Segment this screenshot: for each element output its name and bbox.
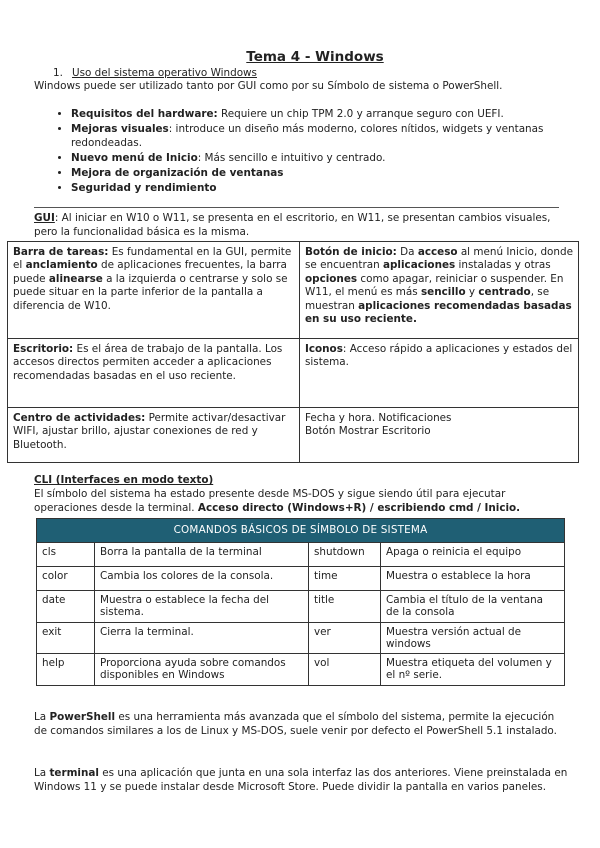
- gui-label: GUI: [34, 212, 55, 224]
- list-item: • Mejoras visuales: introduce un diseño más moderno, colores nítidos, widgets y ventanas redondeadas.: [71, 123, 571, 150]
- list-item: • Requisitos del hardware: Requiere un chip TPM 2.0 y arranque seguro con UEFI.: [71, 108, 571, 122]
- table-row: date Muestra o establece la fecha del sistema. title Cambia el título de la ventana de la consola: [37, 591, 565, 623]
- table-row: help Proporciona ayuda sobre comandos disponibles en Windows vol Muestra etiqueta del volumen y el nº serie.: [37, 654, 565, 686]
- list-item: • Nuevo menú de Inicio: Más sencillo e intuitivo y centrado.: [71, 152, 571, 166]
- terminal-paragraph: La terminal es una aplicación que junta en una sola interfaz las dos anteriores. Viene preinstalada en Windows 11 y se puede instalar desde Microsoft Store. Puede dividir la pantalla en varios paneles.: [34, 767, 568, 793]
- intro-paragraph: Windows puede ser utilizado tanto por GUI como por su Símbolo de sistema o PowerShell.: [34, 80, 503, 92]
- section-number: 1.: [53, 67, 63, 79]
- gui-table: [7, 241, 579, 463]
- page-title: Tema 4 - Windows: [246, 49, 384, 65]
- table-cell-icons: Iconos: Acceso rápido a aplicaciones y estados del sistema.: [300, 339, 579, 408]
- cli-paragraph: El símbolo del sistema ha estado presente desde MS-DOS y sigue siendo útil para ejecutar operaciones desde la terminal. Acceso directo (Windows+R) / escribiendo cmd / Inicio.: [34, 488, 521, 514]
- gui-paragraph: GUI: Al iniciar en W10 o W11, se presenta en el escritorio, en W11, se presentan cambios visuales, pero la funcionalidad básica es la misma.: [34, 212, 551, 238]
- table-cell-datetime: Fecha y hora. Notificaciones Botón Mostrar Escritorio: [300, 408, 579, 463]
- table-row: cls Borra la pantalla de la terminal shutdown Apaga o reinicia el equipo: [37, 543, 565, 567]
- section-heading: [53, 67, 257, 79]
- table-cell-action-center: Centro de actividades: Permite activar/desactivar WIFI, ajustar brillo, ajustar conexiones de red y Bluetooth.: [8, 408, 300, 463]
- table-row: exit Cierra la terminal. ver Muestra versión actual de windows: [37, 622, 565, 654]
- table-row: color Cambia los colores de la consola. time Muestra o establece la hora: [37, 567, 565, 591]
- table-header: COMANDOS BÁSICOS DE SÍMBOLO DE SISTEMA: [37, 519, 565, 543]
- divider: [34, 207, 559, 208]
- commands-table: [36, 518, 565, 686]
- cli-heading: CLI (Interfaces en modo texto): [34, 474, 214, 486]
- section-title: Uso del sistema operativo Windows: [72, 67, 257, 79]
- feature-list: [47, 108, 571, 197]
- list-item: • Mejora de organización de ventanas: [71, 167, 571, 181]
- table-cell-taskbar: Barra de tareas: Es fundamental en la GUI, permite el anclamiento de aplicaciones frecuentes, la barra puede alinearse a la izquierda o centrarse y solo se puede situar en la parte inferior de la pantalla a diferencia de W10.: [8, 242, 300, 339]
- table-cell-start-button: Botón de inicio: Da acceso al menú Inicio, donde se encuentran aplicaciones instaladas y otras opciones como apagar, reiniciar o suspender. En W11, el menú es más sencillo y centrado, se muestran aplicaciones recomendadas basadas en su uso reciente.: [300, 242, 579, 339]
- powershell-paragraph: La PowerShell es una herramienta más avanzada que el símbolo del sistema, permite la ejecución de comandos similares a los de Linux y MS-DOS, suele venir por defecto el PowerShell 5.1 instalado.: [34, 711, 557, 737]
- list-item: • Seguridad y rendimiento: [71, 182, 571, 196]
- table-cell-desktop: Escritorio: Es el área de trabajo de la pantalla. Los accesos directos permiten acceder a aplicaciones recomendadas basadas en el uso reciente.: [8, 339, 300, 408]
